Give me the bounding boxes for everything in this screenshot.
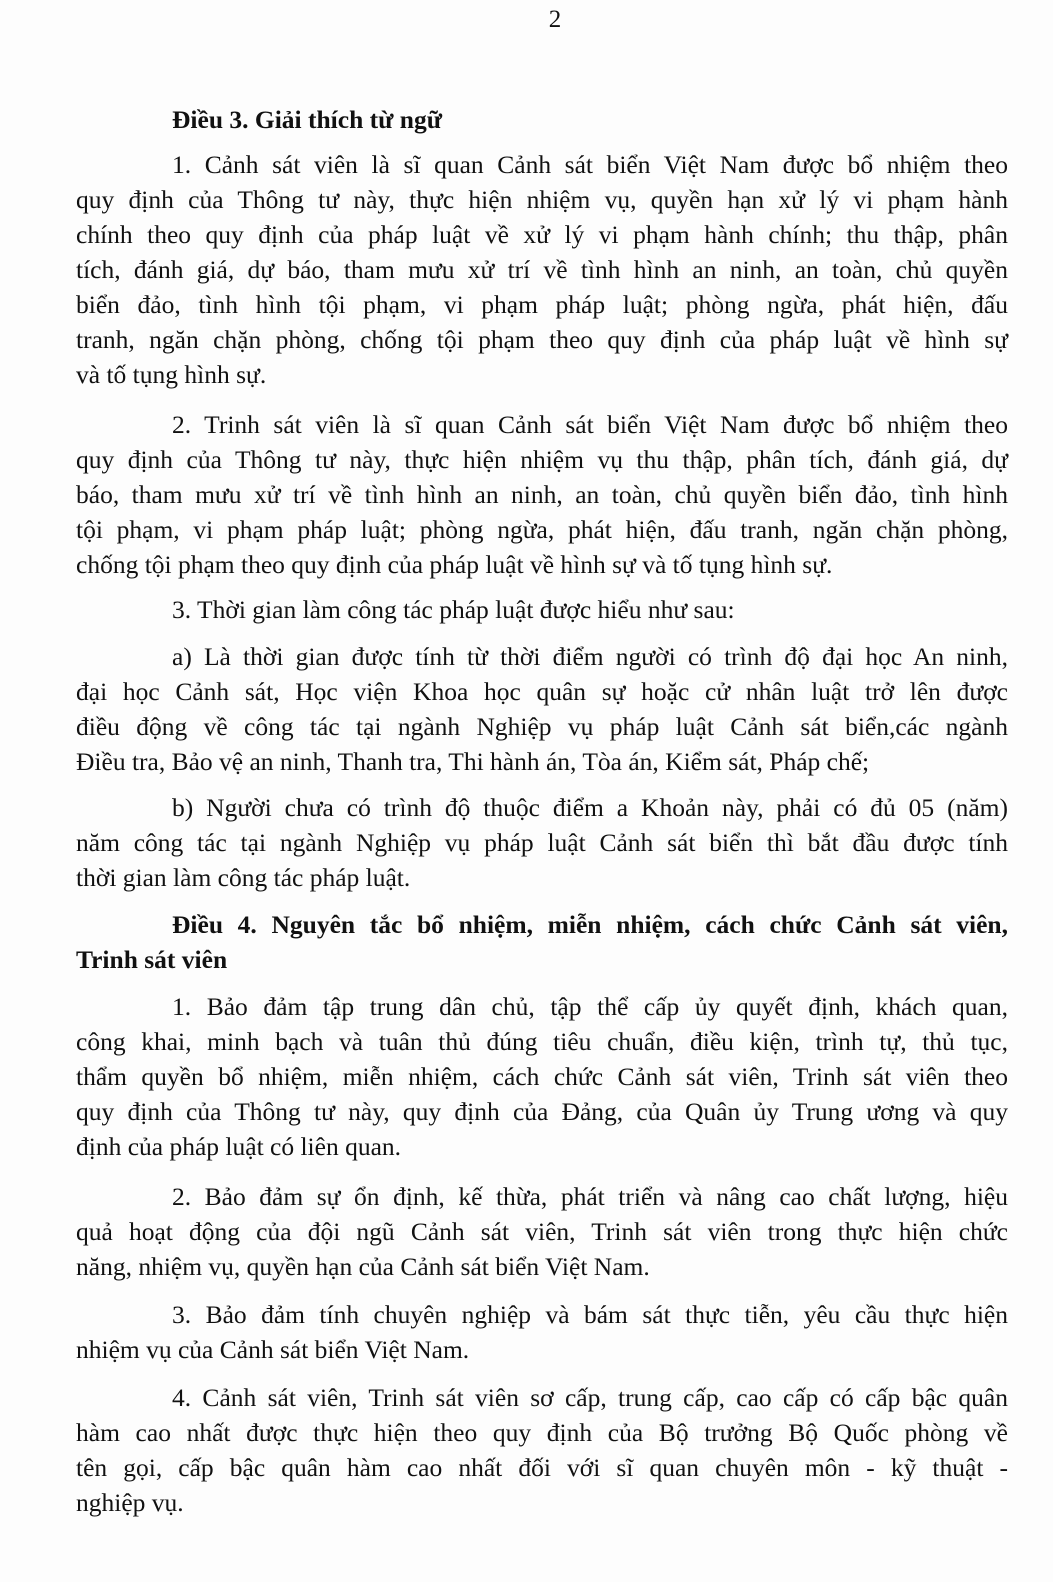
text-line: công khai, minh bạch và tuân thủ đúng tiêu chuẩn, điều kiện, trình tự, thủ tục, [76, 1027, 1008, 1056]
text-line: và tố tụng hình sự. [76, 360, 267, 389]
text-line: 1. Bảo đảm tập trung dân chủ, tập thể cấp ủy quyết định, khách quan, [172, 992, 1008, 1021]
text-line: thẩm quyền bổ nhiệm, miễn nhiệm, cách chức Cảnh sát viên, Trinh sát viên theo [76, 1062, 1008, 1091]
text-line: tội phạm, vi phạm pháp luật; phòng ngừa, phát hiện, đấu tranh, ngăn chặn phòng, [76, 515, 1008, 544]
text-line: 4. Cảnh sát viên, Trinh sát viên sơ cấp, trung cấp, cao cấp có cấp bậc quân [172, 1383, 1008, 1412]
text-line: biển đảo, tình hình tội phạm, vi phạm pháp luật; phòng ngừa, phát hiện, đấu [76, 290, 1008, 319]
text-line: hàm cao nhất được thực hiện theo quy định của Bộ trưởng Bộ Quốc phòng về [76, 1418, 1008, 1447]
text-line: điều động về công tác tại ngành Nghiệp vụ pháp luật Cảnh sát biển,các ngành [76, 712, 1008, 741]
text-line: quy định của Thông tư này, quy định của Đảng, của Quân ủy Trung ương và quy [76, 1097, 1008, 1126]
text-line: thời gian làm công tác pháp luật. [76, 863, 411, 892]
text-line: a) Là thời gian được tính từ thời điểm người có trình độ đại học An ninh, [172, 642, 1008, 671]
text-line: quy định của Thông tư này, thực hiện nhiệm vụ thu thập, phân tích, đánh giá, dự [76, 445, 1008, 474]
text-line: 2. Bảo đảm sự ổn định, kế thừa, phát triển và nâng cao chất lượng, hiệu [172, 1182, 1008, 1211]
text-line: Điều tra, Bảo vệ an ninh, Thanh tra, Thi hành án, Tòa án, Kiểm sát, Pháp chế; [76, 747, 870, 776]
text-line: nghiệp vụ. [76, 1488, 184, 1517]
text-line: tên gọi, cấp bậc quân hàm cao nhất đối với sĩ quan chuyên môn - kỹ thuật - [76, 1453, 1008, 1482]
text-line: năm công tác tại ngành Nghiệp vụ pháp luật Cảnh sát biển thì bắt đầu được tính [76, 828, 1008, 857]
text-line: quy định của Thông tư này, thực hiện nhiệm vụ, quyền hạn xử lý vi phạm hành [76, 185, 1008, 214]
text-line: năng, nhiệm vụ, quyền hạn của Cảnh sát biển Việt Nam. [76, 1252, 650, 1281]
text-line: báo, tham mưu xử trí về tình hình an ninh, an toàn, chủ quyền biển đảo, tình hình [76, 480, 1008, 509]
text-line: đại học Cảnh sát, Học viện Khoa học quân sự hoặc cử nhân luật trở lên được [76, 677, 1008, 706]
text-line: tranh, ngăn chặn phòng, chống tội phạm theo quy định của pháp luật về hình sự [76, 325, 1008, 354]
text-line: b) Người chưa có trình độ thuộc điểm a Khoản này, phải có đủ 05 (năm) [172, 793, 1008, 822]
text-line: 3. Thời gian làm công tác pháp luật được hiểu như sau: [172, 595, 735, 624]
text-line: tích, đánh giá, dự báo, tham mưu xử trí về tình hình an ninh, an toàn, chủ quyền [76, 255, 1008, 284]
text-line: Điều 3. Giải thích từ ngữ [172, 105, 443, 134]
text-line: quả hoạt động của đội ngũ Cảnh sát viên, Trinh sát viên trong thực hiện chức [76, 1217, 1008, 1246]
text-line: định của pháp luật có liên quan. [76, 1132, 402, 1161]
text-line: 2. Trinh sát viên là sĩ quan Cảnh sát biển Việt Nam được bổ nhiệm theo [172, 410, 1008, 439]
text-line: 1. Cảnh sát viên là sĩ quan Cảnh sát biển Việt Nam được bổ nhiệm theo [172, 150, 1008, 179]
text-line: chống tội phạm theo quy định của pháp luật về hình sự và tố tụng hình sự. [76, 550, 833, 579]
text-line: chính theo quy định của pháp luật về xử lý vi phạm hành chính; thu thập, phân [76, 220, 1008, 249]
text-line: Trinh sát viên [76, 945, 228, 974]
text-line: 3. Bảo đảm tính chuyên nghiệp và bám sát thực tiễn, yêu cầu thực hiện [172, 1300, 1008, 1329]
text-line: nhiệm vụ của Cảnh sát biển Việt Nam. [76, 1335, 470, 1364]
page-number: 2 [548, 6, 562, 33]
text-line: Điều 4. Nguyên tắc bổ nhiệm, miễn nhiệm, cách chức Cảnh sát viên, [172, 910, 1008, 939]
